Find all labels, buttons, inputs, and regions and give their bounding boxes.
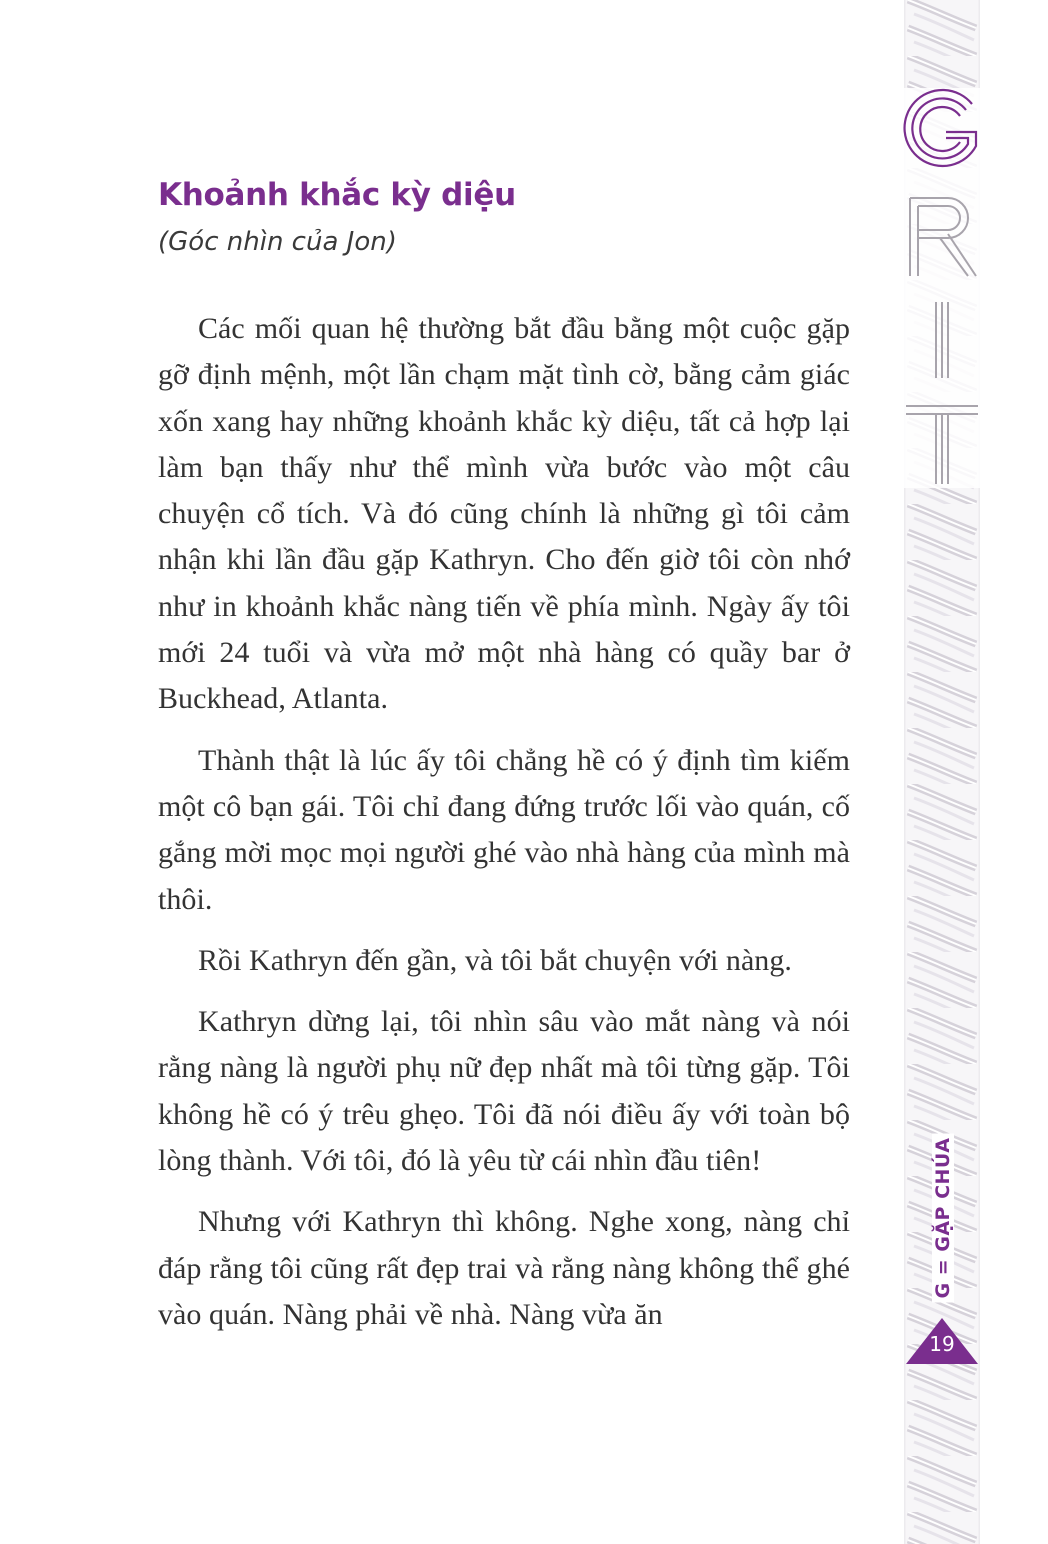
- section-title: Khoảnh khắc kỳ diệu: [158, 177, 516, 213]
- section-subtitle: (Góc nhìn của Jon): [158, 227, 397, 257]
- paragraph: Rồi Kathryn đến gần, và tôi bắt chuyện với nàng.: [198, 943, 792, 977]
- paragraph: Nhưng với Kathryn thì không. Nghe xong, nàng chỉ đáp rằng tôi cũng rất đẹp trai và rằng nàng không thể ghé vào quán. Nàng phải về nhà. Nàng vừa ăn: [158, 1205, 850, 1331]
- main-content: [158, 172, 850, 1353]
- paragraph: Kathryn dừng lại, tôi nhìn sâu vào mắt nàng và nói rằng nàng là người phụ nữ đẹp nhất mà tôi từng gặp. Tôi không hề có ý trêu ghẹo. Tôi đã nói điều ấy với toàn bộ lòng thành. Với tôi, đó là yêu từ cái nhìn đầu tiên!: [158, 1005, 850, 1178]
- page-number: 19: [929, 1332, 955, 1356]
- grit-letters: [898, 88, 986, 488]
- body-text: [158, 306, 850, 1338]
- paragraph: Thành thật là lúc ấy tôi chẳng hề có ý định tìm kiếm một cô bạn gái. Tôi chỉ đang đứng trước lối vào quán, cố gắng mời mọc mọi người ghé vào nhà hàng của mình mà thôi.: [158, 743, 850, 916]
- chapter-label: G = GẶP CHÚA: [932, 1134, 954, 1303]
- paragraph: Các mối quan hệ thường bắt đầu bằng một cuộc gặp gỡ định mệnh, một lần chạm mặt tình cờ, bằng cảm giác xốn xang hay những khoảnh khắc kỳ diệu, tất cả hợp lại làm bạn thấy như thể mình vừa bước vào một câu chuyện cổ tích. Và đó cũng chính là những gì tôi cảm nhận khi lần đầu gặp Kathryn. Cho đến giờ tôi còn nhớ như in khoảnh khắc nàng tiến về phía mình. Ngày ấy tôi mới 24 tuổi và vừa mở một nhà hàng có quầy bar ở Buckhead, Atlanta.: [158, 312, 850, 716]
